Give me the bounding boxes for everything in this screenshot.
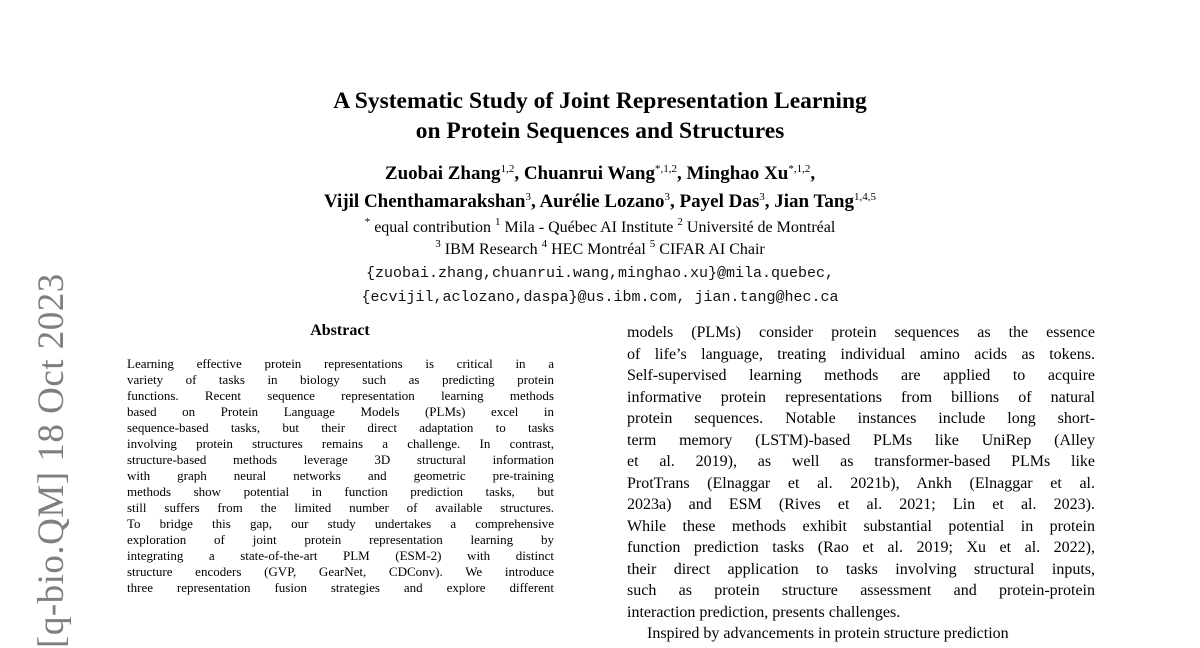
affiliation-text: CIFAR AI Chair — [655, 241, 765, 258]
author-separator: , — [670, 191, 680, 212]
affiliation-mark: 2 — [677, 216, 683, 228]
affiliation-text: Mila - Québec AI Institute — [500, 219, 678, 236]
author-separator: , — [531, 191, 540, 212]
author-list — [0, 160, 1200, 216]
body-line: term memory (LSTM)-based PLMs like UniRep (Alley — [627, 431, 1095, 449]
abstract-line: structure encoders (GVP, GearNet, CDConv). We introduce — [127, 564, 554, 579]
author-name: Zuobai Zhang — [384, 163, 501, 184]
affiliation-text: Université de Montréal — [682, 219, 836, 236]
paragraph-start-line: Inspired by advancements in protein structure prediction — [647, 625, 1009, 642]
body-line: models (PLMs) consider protein sequences as the essence — [627, 324, 1095, 341]
author-separator: , — [514, 163, 524, 184]
author-name: Payel Das — [679, 191, 760, 212]
affiliation-text: HEC Montréal — [547, 241, 650, 258]
abstract-line: still suffers from the limited number of available structures. — [127, 500, 554, 515]
author-affiliation-mark: *,1,2 — [654, 163, 677, 175]
abstract-line: exploration of joint protein representation learning by — [127, 532, 554, 547]
abstract-line: variety of tasks in biology such as predicting protein — [127, 372, 554, 387]
affiliation-mark: 4 — [541, 238, 548, 250]
author-affiliation-mark: *,1,2 — [788, 163, 811, 175]
abstract-line: integrating a state-of-the-art PLM (ESM-2) with distinct — [127, 548, 554, 563]
abstract-line: To bridge this gap, our study undertakes a comprehensive — [127, 516, 554, 531]
abstract-line: Learning effective protein representations is critical in a — [127, 356, 554, 371]
body-line: 2023a) and ESM (Rives et al. 2021; Lin et al. 2023). — [627, 496, 1095, 513]
affiliation-mark: 5 — [649, 238, 656, 250]
abstract-line: based on Protein Language Models (PLMs) excel in — [127, 404, 554, 419]
body-line: Self-supervised learning methods are applied to acquire — [627, 367, 1095, 384]
abstract-heading: Abstract — [310, 322, 370, 339]
author-affiliation-mark: 3 — [664, 191, 671, 203]
abstract-text — [127, 356, 554, 596]
author-separator: , — [764, 191, 775, 212]
body-line: function prediction tasks (Rao et al. 2019; Xu et al. 2022), — [627, 539, 1095, 556]
body-line: of life’s language, treating individual amino acids as tokens. — [627, 345, 1095, 363]
author-name: Chuanrui Wang — [523, 163, 655, 184]
author-separator: , — [676, 163, 687, 184]
body-line: While these methods exhibit substantial potential in protein — [627, 517, 1095, 535]
affiliation-text: equal contribution — [370, 219, 496, 236]
author-separator: , — [810, 163, 816, 184]
affiliation-mark: * — [364, 216, 371, 228]
abstract-line: functions. Recent sequence representation learning methods — [127, 388, 554, 403]
contact-emails — [0, 262, 1200, 310]
affiliation-mark: 3 — [435, 238, 441, 250]
affiliation-text: IBM Research — [440, 241, 542, 258]
body-line: ProtTrans (Elnaggar et al. 2021b), Ankh (Elnaggar et al. — [627, 474, 1095, 492]
paper-title — [0, 86, 1200, 146]
abstract-line: methods show potential in function prediction tasks, but — [127, 484, 554, 499]
body-line: protein sequences. Notable instances include long short- — [627, 410, 1095, 427]
author-line-1 — [0, 160, 1200, 188]
email-line-2: {ecvijil,aclozano,daspa}@us.ibm.com, jian.tang@hec.ca — [361, 289, 839, 306]
author-affiliation-mark: 1,2 — [500, 163, 515, 175]
intro-right-column — [627, 322, 1095, 645]
author-affiliation-mark: 3 — [759, 191, 765, 203]
body-line: such as protein structure assessment and protein-protein — [627, 582, 1095, 599]
body-line: their direct application to tasks involving structural inputs, — [627, 560, 1095, 578]
author-name: Jian Tang — [774, 191, 854, 212]
abstract-line: involving protein structures remains a challenge. In contrast, — [127, 436, 554, 451]
author-name: Vijil Chenthamarakshan — [324, 191, 526, 212]
abstract-line: sequence-based tasks, but their direct adaptation to tasks — [127, 420, 554, 435]
title-line-1: A Systematic Study of Joint Representation Learning — [333, 88, 867, 114]
abstract-line: structure-based methods leverage 3D structural information — [127, 452, 554, 467]
author-name: Minghao Xu — [686, 163, 789, 184]
body-line: interaction prediction, presents challenges. — [627, 603, 901, 621]
body-line: informative protein representations from billions of natural — [627, 388, 1095, 406]
affiliations — [0, 217, 1200, 261]
affiliation-line-1 — [0, 217, 1200, 239]
email-line-1: {zuobai.zhang,chuanrui.wang,minghao.xu}@mila.quebec, — [365, 265, 835, 282]
title-line-2: on Protein Sequences and Structures — [415, 118, 785, 144]
body-line: et al. 2019), as well as transformer-based PLMs like — [627, 453, 1095, 470]
abstract-line: with graph neural networks and geometric pre-training — [127, 468, 554, 483]
author-affiliation-mark: 3 — [525, 191, 531, 203]
affiliation-mark: 1 — [495, 216, 501, 228]
author-affiliation-mark: 1,4,5 — [853, 191, 876, 203]
author-name: Aurélie Lozano — [539, 191, 665, 212]
arxiv-side-stamp: [q-bio.QM] 18 Oct 2023 — [31, 273, 72, 648]
author-line-2 — [0, 188, 1200, 216]
affiliation-line-2 — [0, 239, 1200, 261]
abstract-line: three representation fusion strategies and explore different — [127, 580, 554, 595]
